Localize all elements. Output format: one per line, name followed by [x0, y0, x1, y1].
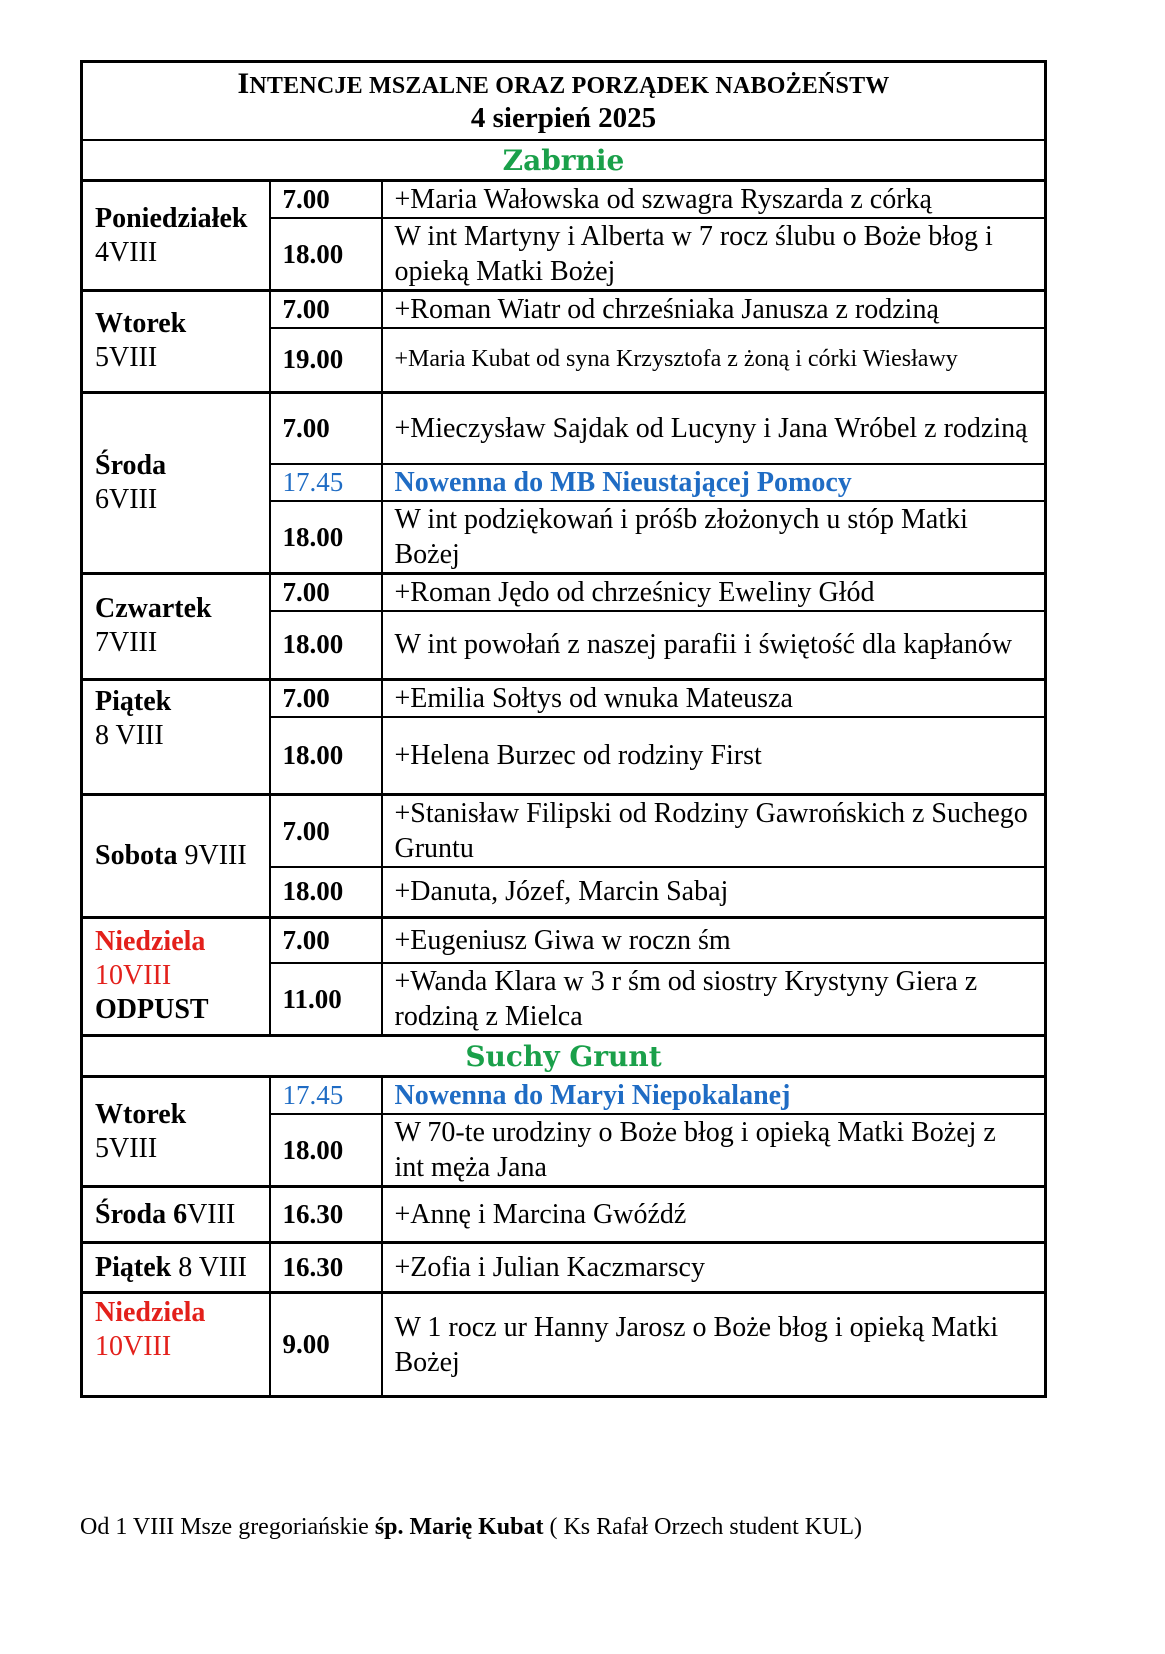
mass-intention: W int Martyny i Alberta w 7 rocz ślubu o Boże błog i opieką Matki Bożej — [382, 218, 1046, 291]
mass-intention: +Maria Wałowska od szwagra Ryszarda z córką — [382, 181, 1046, 219]
mass-intention: +Maria Kubat od syna Krzysztofa z żoną i córki Wiesławy — [382, 328, 1046, 392]
schedule-sheet — [80, 60, 1044, 1398]
schedule-row — [82, 1187, 1046, 1243]
schedule-row — [82, 1077, 1046, 1115]
day-cell: Wtorek 5VIII — [82, 291, 270, 393]
mass-time: 18.00 — [270, 867, 382, 917]
mass-time: 17.45 — [270, 464, 382, 501]
day-cell: Wtorek 5VIII — [82, 1077, 270, 1187]
mass-time: 19.00 — [270, 328, 382, 392]
mass-time: 7.00 — [270, 795, 382, 868]
mass-time: 18.00 — [270, 218, 382, 291]
mass-time: 18.00 — [270, 1114, 382, 1187]
mass-intention: +Annę i Marcina Gwóźdź — [382, 1187, 1046, 1243]
section-header-suchy-grunt: Suchy Grunt — [82, 1036, 1046, 1077]
day-cell: Środa 6VIII — [82, 392, 270, 574]
mass-time: 7.00 — [270, 917, 382, 963]
feast-label: ODPUST — [95, 994, 209, 1026]
mass-time: 7.00 — [270, 679, 382, 717]
schedule-row — [82, 1293, 1046, 1397]
mass-intention: +Mieczysław Sajdak od Lucyny i Jana Wróbel z rodziną — [382, 392, 1046, 464]
mass-intention: +Stanisław Filipski od Rodziny Gawrońskich z Suchego Gruntu — [382, 795, 1046, 868]
day-cell: Sobota 9VIII — [82, 795, 270, 918]
mass-intention: +Emilia Sołtys od wnuka Mateusza — [382, 679, 1046, 717]
mass-time: 7.00 — [270, 574, 382, 612]
mass-intention: W 70-te urodziny o Boże błog i opieką Matki Bożej z int męża Jana — [382, 1114, 1046, 1187]
mass-time: 16.30 — [270, 1243, 382, 1293]
mass-intention: +Roman Wiatr od chrześniaka Janusza z rodziną — [382, 291, 1046, 329]
schedule-row — [82, 917, 1046, 963]
document-date: 4 sierpień 2025 — [470, 102, 657, 134]
header-row — [82, 62, 1046, 141]
day-cell: Niedziela 10VIII ODPUST — [82, 917, 270, 1036]
mass-intention: W int podziękowań i próśb złożonych u stóp Matki Bożej — [382, 501, 1046, 574]
day-cell: Piątek 8 VIII — [82, 1243, 270, 1293]
day-cell: Czwartek 7VIII — [82, 574, 270, 680]
schedule-table — [80, 60, 1047, 1398]
day-cell: Poniedziałek 4VIII — [82, 181, 270, 291]
mass-time: 18.00 — [270, 501, 382, 574]
schedule-row — [82, 181, 1046, 219]
mass-time: 7.00 — [270, 291, 382, 329]
mass-time: 16.30 — [270, 1187, 382, 1243]
novena-text: Nowenna do Maryi Niepokalanej — [382, 1077, 1046, 1115]
mass-time: 18.00 — [270, 717, 382, 795]
schedule-row — [82, 679, 1046, 717]
footer-note: Od 1 VIII Msze gregoriańskie śp. Marię Kubat ( Ks Rafał Orzech student KUL) — [80, 1514, 863, 1540]
schedule-row — [82, 291, 1046, 329]
day-cell: Piątek 8 VIII — [82, 679, 270, 795]
mass-intention: +Roman Jędo od chrześnicy Eweliny Głód — [382, 574, 1046, 612]
schedule-row — [82, 574, 1046, 612]
schedule-row — [82, 1243, 1046, 1293]
schedule-row — [82, 795, 1046, 868]
mass-intention: +Wanda Klara w 3 r śm od siostry Krystyny Giera z rodziną z Mielca — [382, 963, 1046, 1036]
section-header-zabrnie: Zabrnie — [82, 140, 1046, 181]
mass-intention: W 1 rocz ur Hanny Jarosz o Boże błog i opieką Matki Bożej — [382, 1293, 1046, 1397]
mass-time: 18.00 — [270, 611, 382, 679]
day-cell: Niedziela 10VIII — [82, 1293, 270, 1397]
mass-time: 7.00 — [270, 181, 382, 219]
schedule-row — [82, 392, 1046, 464]
mass-intention: +Eugeniusz Giwa w roczn śm — [382, 917, 1046, 963]
mass-intention: +Zofia i Julian Kaczmarscy — [382, 1243, 1046, 1293]
mass-intention: W int powołań z naszej parafii i świętość dla kapłanów — [382, 611, 1046, 679]
mass-intention: +Helena Burzec od rodziny First — [382, 717, 1046, 795]
day-cell: Środa 6VIII — [82, 1187, 270, 1243]
novena-text: Nowenna do MB Nieustającej Pomocy — [382, 464, 1046, 501]
mass-intention: +Danuta, Józef, Marcin Sabaj — [382, 867, 1046, 917]
document-title: INTENCJE MSZALNE ORAZ PORZĄDEK NABOŻEŃSTW — [237, 67, 890, 100]
mass-time: 7.00 — [270, 392, 382, 464]
mass-time: 17.45 — [270, 1077, 382, 1115]
mass-time: 9.00 — [270, 1293, 382, 1397]
mass-time: 11.00 — [270, 963, 382, 1036]
